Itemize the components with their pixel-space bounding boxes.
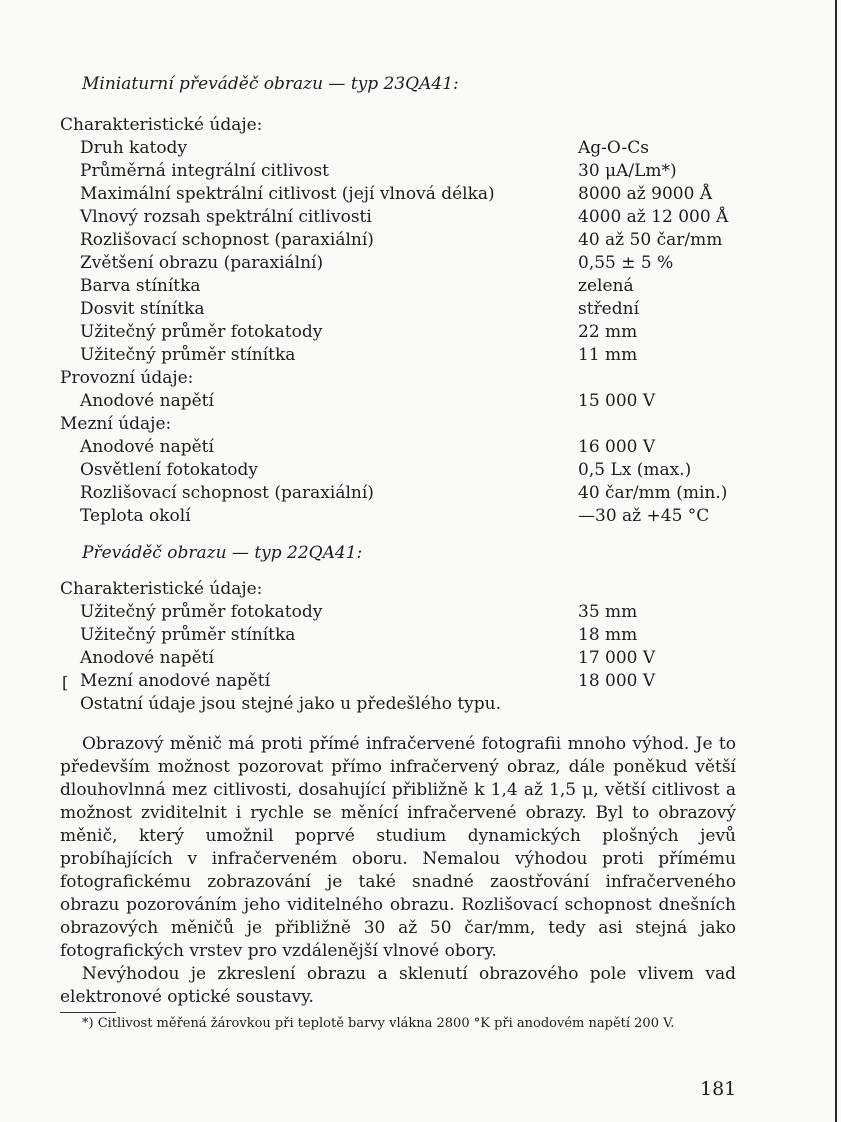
spec-row: Užitečný průměr stínítka 18 mm [80, 625, 638, 645]
spec-row: Užitečný průměr fotokatody 35 mm [80, 602, 638, 622]
spec-row: Osvětlení fotokatody 0,5 Lx (max.) [80, 460, 692, 480]
group-title: Mezní údaje: [60, 414, 172, 434]
spec-row: Anodové napětí 15 000 V [80, 391, 656, 411]
spec-row: Průměrná integrální citlivost 30 μA/Lm*) [80, 161, 677, 181]
spec-row: Rozlišovací schopnost (paraxiální) 40 čar/mm (min.) [80, 483, 728, 503]
margin-bracket-mark: [ [62, 673, 69, 692]
spec-row: Užitečný průměr stínítka 11 mm [80, 345, 638, 365]
paragraph: Obrazový měnič má proti přímé infračervené fotografii mnoho výhod. Je to především možnost pozorovat přímo infračervený obraz, dále poněkud větší dlouhovlnná mez citlivosti, dosahující přibližně k 1,4 až 1,5 μ, větší citlivost a možnost zviditelnit i rychle se měnící infračervené obrazy. Byl to obrazový měnič, který umožnil poprvé studium dynamických plošných jevů probíhajících v infračerveném oboru. Nemalou výhodou proti přímému fotografickému zobrazování je také snadné zaostřování infračerveného obrazu pozorováním jeho viditelného obrazu. Rozlišovací schopnost dnešních obrazových měničů je přibližně 30 až 50 čar/mm, tedy asi stejná jako fotografických vrstev pro vzdálenější vlnové obory. [60, 734, 736, 961]
spec-row: Zvětšení obrazu (paraxiální) 0,55 ± 5 % [80, 253, 674, 273]
spec-row: Užitečný průměr fotokatody 22 mm [80, 322, 638, 342]
spec-row: Rozlišovací schopnost (paraxiální) 40 až 50 čar/mm [80, 230, 723, 250]
section2-heading: Převáděč obrazu — typ 22QA41: [82, 543, 363, 563]
spec-row: Druh katody Ag-O-Cs [80, 138, 649, 158]
page-number: 181 [700, 1078, 737, 1100]
footnote: *) Citlivost měřená žárovkou při teplotě barvy vlákna 2800 °K při anodovém napětí 200 V. [82, 1016, 675, 1031]
note-row: Ostatní údaje jsou stejné jako u předešlého typu. [80, 694, 502, 714]
group-title: Provozní údaje: [60, 368, 194, 388]
paragraph: Nevýhodou je zkreslení obrazu a sklenutí obrazového pole vlivem vad elektronové optické soustavy. [60, 964, 736, 1007]
spec-row: Anodové napětí 17 000 V [80, 648, 656, 668]
spec-row: Barva stínítka zelená [80, 276, 634, 296]
spec-table-23qa41 [60, 114, 760, 528]
group-title: Charakteristické údaje: [60, 579, 263, 599]
footnote-rule [60, 1012, 116, 1013]
body-text [60, 733, 736, 1009]
spec-row: Dosvit stínítka střední [80, 299, 640, 319]
group-title: Charakteristické údaje: [60, 115, 263, 135]
section1-heading: Miniaturní převáděč obrazu — typ 23QA41: [82, 74, 459, 94]
spec-row: Vlnový rozsah spektrální citlivosti 4000 až 12 000 Å [80, 207, 729, 227]
page-edge-line [835, 0, 837, 1122]
spec-row: Mezní anodové napětí 18 000 V [80, 671, 656, 691]
spec-row: Anodové napětí 16 000 V [80, 437, 656, 457]
spec-row: Teplota okolí —30 až +45 °C [80, 506, 710, 526]
spec-row: Maximální spektrální citlivost (její vlnová délka) 8000 až 9000 Å [80, 184, 713, 204]
spec-table-22qa41 [60, 578, 760, 716]
